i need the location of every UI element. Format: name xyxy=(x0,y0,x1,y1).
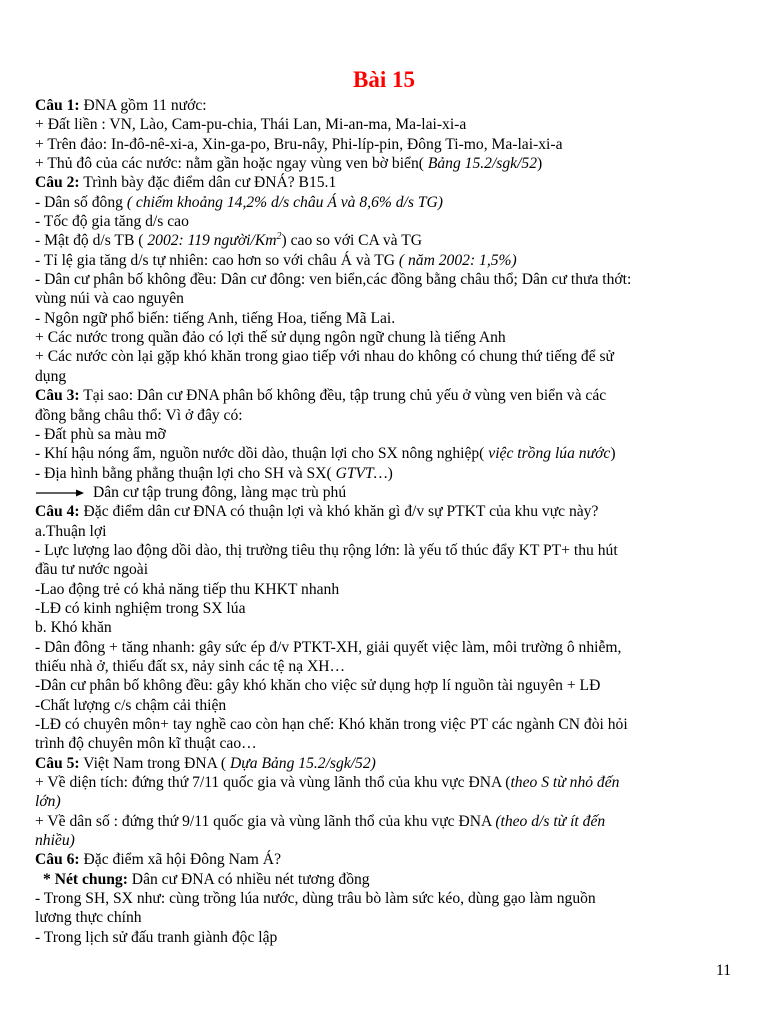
text-line: - Trong lịch sử đấu tranh giành độc lập xyxy=(35,928,278,946)
text-line: vùng núi và cao nguyên xyxy=(35,290,184,308)
page-title: Bài 15 xyxy=(353,67,415,92)
question-label: Câu 2: xyxy=(35,174,80,192)
text-line: - Trong SH, SX như: cùng trồng lúa nước, dùng trâu bò làm sức kéo, dùng gạo làm nguồn xyxy=(35,890,596,908)
superscript: 2 xyxy=(276,231,282,243)
text-span: + Về diện tích: đứng thứ 7/11 quốc gia và vùng lãnh thổ của khu vực ĐNA ( xyxy=(35,774,511,792)
question-text: ĐNA gồm 11 nước: xyxy=(79,97,207,114)
text-span: - Khí hậu nóng ẩm, nguồn nước dồi dào, thuận lợi cho SX nông nghiệp( xyxy=(35,445,489,463)
text-line: -LĐ có kinh nghiệm trong SX lúa xyxy=(35,599,246,617)
text-line: đồng bằng châu thổ: Vì ở đây có: xyxy=(35,406,243,424)
question-1-heading xyxy=(35,96,735,115)
text-line: - Dân cư phân bố không đều: Dân cư đông: ven biển,các đồng bằng châu thổ; Dân cư thưa thớt: xyxy=(35,271,632,289)
italic-note: 2002: 119 người/Km xyxy=(147,232,277,250)
text-line xyxy=(35,251,735,270)
text-span: ) xyxy=(610,445,616,463)
italic-note: Bảng 15.2/sgk/52 xyxy=(427,155,538,173)
text-line xyxy=(35,870,735,889)
text-line: nhiều) xyxy=(35,832,75,850)
text-line: -Dân cư phân bố không đều: gây khó khăn cho việc sử dụng hợp lí nguồn tài nguyên + LĐ xyxy=(35,677,601,695)
text-line: - Đất phù sa màu mỡ xyxy=(35,425,166,443)
text-line: đầu tư nước ngoài xyxy=(35,561,149,579)
text-line: + Các nước còn lại gặp khó khăn trong giao tiếp với nhau do không có chung thứ tiếng để sử xyxy=(35,348,614,366)
italic-note: Dựa Bảng 15.2/sgk/52) xyxy=(230,754,376,772)
question-6-heading xyxy=(35,850,735,869)
text-span: - Tỉ lệ gia tăng d/s tự nhiên: cao hơn so với châu Á và TG xyxy=(35,251,399,269)
question-4-heading xyxy=(35,502,735,521)
italic-note: (theo d/s từ ít đến xyxy=(495,812,606,830)
text-span: Dân cư ĐNA có nhiều nét tương đồng xyxy=(127,870,370,888)
right-arrow-icon xyxy=(35,487,85,499)
text-line xyxy=(35,154,735,173)
text-line xyxy=(35,231,735,250)
text-line: -LĐ có chuyên môn+ tay nghề cao còn hạn chế: Khó khăn trong việc PT các ngành CN đòi hỏi xyxy=(35,716,628,733)
document-body xyxy=(35,96,735,947)
italic-note: việc trồng lúa nước xyxy=(488,445,611,463)
bold-label: * Nét chung: xyxy=(43,870,128,888)
text-line: -Lao động trẻ có khả năng tiếp thu KHKT nhanh xyxy=(35,580,340,598)
question-label: Câu 1: xyxy=(35,97,80,114)
page-number: 11 xyxy=(716,962,732,979)
text-line: - Lực lượng lao động dồi dào, thị trường tiêu thụ rộng lớn: là yếu tố thúc đẩy KT PT+ thu hút xyxy=(35,541,618,559)
text-line: - Ngôn ngữ phổ biến: tiếng Anh, tiếng Hoa, tiếng Mã Lai. xyxy=(35,309,396,327)
question-2-heading xyxy=(35,173,735,192)
text-line: + Trên đảo: In-đô-nê-xi-a, Xin-ga-po, Bru-nây, Phi-líp-pin, Đông Ti-mo, Ma-lai-xi-a xyxy=(35,135,563,153)
question-text: Trình bày đặc điểm dân cư ĐNÁ? B15.1 xyxy=(79,174,337,192)
text-line: + Các nước trong quần đảo có lợi thế sử dụng ngôn ngữ chung là tiếng Anh xyxy=(35,329,506,347)
text-line: trình độ chuyên môn kĩ thuật cao… xyxy=(35,735,257,753)
italic-note: theo S từ nhỏ đến xyxy=(510,774,620,792)
question-label: Câu 4: xyxy=(35,503,80,521)
text-span: + Về dân số : đứng thứ 9/11 quốc gia và vùng lãnh thổ của khu vực ĐNA xyxy=(35,812,496,830)
question-text: Đặc điểm dân cư ĐNA có thuận lợi và khó khăn gì đ/v sự PTKT của khu vực này? xyxy=(79,503,599,521)
text-span: + Thủ đô của các nước: nằm gần hoặc ngay vùng ven bờ biển( xyxy=(35,155,428,173)
text-line xyxy=(35,464,735,483)
text-span: ) cao so với CA và TG xyxy=(281,232,423,250)
text-line: lớn) xyxy=(35,793,61,811)
italic-note: GTVT… xyxy=(335,464,388,482)
text-span: Dân cư tập trung đông, làng mạc trù phú xyxy=(93,483,347,501)
text-line: lương thực chính xyxy=(35,909,142,927)
question-label: Câu 5: xyxy=(35,754,80,772)
italic-note: ( năm 2002: 1,5%) xyxy=(398,251,517,269)
conclusion-line xyxy=(35,483,735,502)
italic-note: ( chiếm khoảng 14,2% d/s châu Á và 8,6% d/s TG) xyxy=(126,193,443,211)
text-line: thiếu nhà ở, thiếu đất sx, nảy sinh các tệ nạ XH… xyxy=(35,657,346,675)
subheading: a.Thuận lợi xyxy=(35,522,107,540)
text-line: + Đất liền : VN, Lào, Cam-pu-chia, Thái Lan, Mi-an-ma, Ma-lai-xi-a xyxy=(35,116,467,134)
question-text: Đặc điểm xã hội Đông Nam Á? xyxy=(79,851,281,869)
text-span: - Dân số đông xyxy=(35,193,127,211)
question-label: Câu 3: xyxy=(35,387,80,405)
text-line xyxy=(35,773,735,792)
text-line: -Chất lượng c/s chậm cải thiện xyxy=(35,696,227,714)
question-3-heading xyxy=(35,386,735,405)
text-span: - Địa hình bằng phẳng thuận lợi cho SH và SX( xyxy=(35,464,336,482)
text-span: ) xyxy=(537,155,543,173)
question-text: Việt Nam trong ĐNA ( xyxy=(79,754,230,772)
text-line: - Tốc độ gia tăng d/s cao xyxy=(35,213,189,231)
text-span: ) xyxy=(387,464,393,482)
text-line xyxy=(35,812,735,831)
text-span: - Mật độ d/s TB ( xyxy=(35,232,148,250)
text-line: dụng xyxy=(35,367,67,385)
question-label: Câu 6: xyxy=(35,851,80,869)
text-line: - Dân đông + tăng nhanh: gây sức ép đ/v PTKT-XH, giải quyết việc làm, môi trường ô nhiễm, xyxy=(35,638,622,656)
subheading: b. Khó khăn xyxy=(35,619,112,637)
text-line xyxy=(35,444,735,463)
text-line xyxy=(35,193,735,212)
question-text: Tại sao: Dân cư ĐNA phân bố không đều, tập trung chủ yếu ở vùng ven biển và các xyxy=(79,387,607,405)
question-5-heading xyxy=(35,754,735,773)
